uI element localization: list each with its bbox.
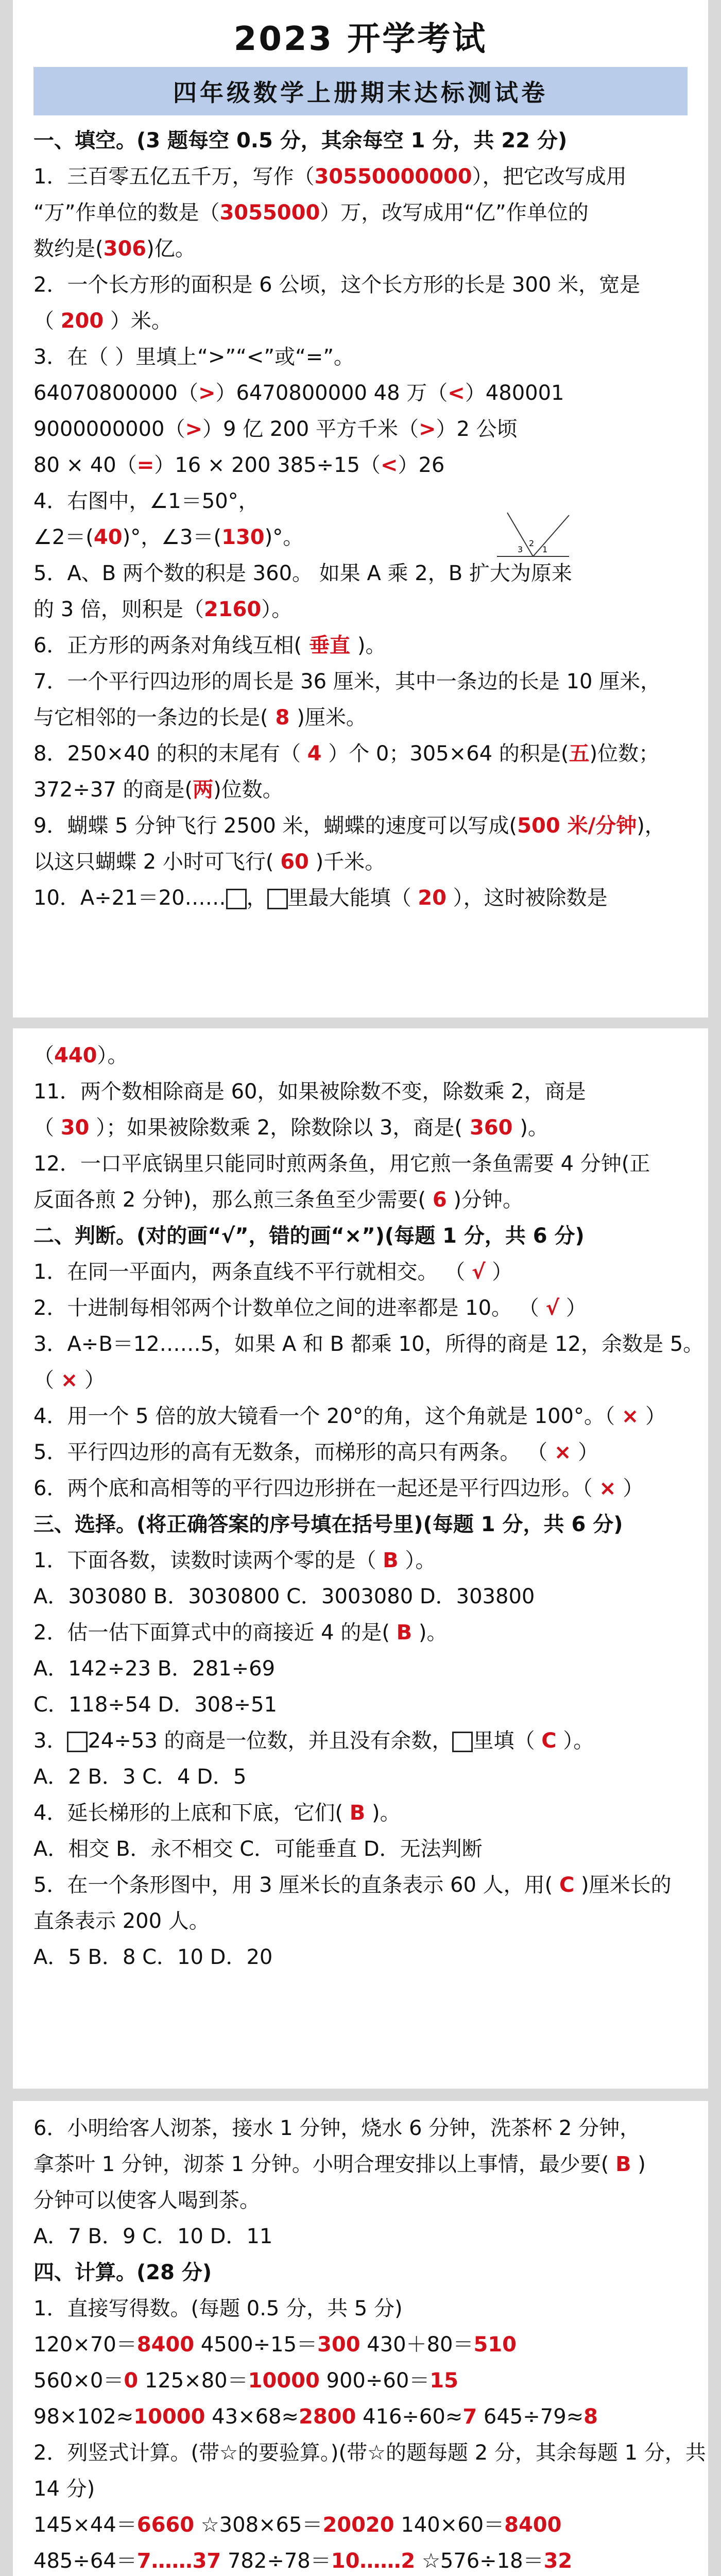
exam-sheet-1 bbox=[13, 0, 708, 1018]
answer-text: 360 bbox=[462, 1116, 520, 1140]
question-text: ）480001 bbox=[465, 381, 564, 405]
question-text: ），把它改写成用 bbox=[472, 165, 627, 189]
angle-label-1: 1 bbox=[542, 545, 548, 554]
blank-box-icon bbox=[67, 1732, 88, 1752]
text-line bbox=[33, 1218, 688, 1254]
text-line bbox=[33, 628, 688, 664]
answer-text: 32 bbox=[543, 2549, 573, 2573]
question-text: 4．延长梯形的上底和下底，它们( bbox=[33, 1801, 350, 1825]
answer-text: 6 bbox=[432, 1188, 447, 1212]
question-text: 430＋80＝ bbox=[360, 2333, 474, 2357]
question-text: 1．在同一平面内，两条直线不平行就相交。 （ bbox=[33, 1260, 472, 1284]
text-line bbox=[33, 1506, 688, 1543]
answer-text: 500 米/分钟 bbox=[517, 814, 637, 838]
question-text: 14 分) bbox=[33, 2477, 95, 2501]
question-text: ）。 bbox=[556, 1729, 594, 1753]
text-line bbox=[33, 555, 688, 591]
question-text: 4．右图中，∠1＝50°， bbox=[33, 489, 259, 513]
question-text: 120×70＝ bbox=[33, 2333, 137, 2357]
question-text: 9．蝴蝶 5 分钟飞行 2500 米，蝴蝶的速度可以写成( bbox=[33, 814, 518, 838]
question-text: ） bbox=[485, 1260, 513, 1284]
question-text: ）9 亿 200 平方千米（ bbox=[202, 417, 419, 441]
text-line bbox=[33, 1434, 688, 1470]
text-line bbox=[33, 1795, 688, 1831]
question-text: )。 bbox=[412, 1621, 448, 1645]
question-text: 416÷60≈ bbox=[356, 2405, 463, 2429]
text-line bbox=[33, 519, 688, 555]
question-text: “万”作单位的数是（ bbox=[33, 201, 220, 225]
text-line bbox=[33, 1615, 688, 1651]
question-text: 80 × 40（ bbox=[33, 453, 137, 477]
question-text: 分钟可以使客人喝到茶。 bbox=[33, 2189, 260, 2212]
question-text: ）；如果被除数乘 2，除数除以 3，商是( bbox=[89, 1116, 463, 1140]
answer-text: 15 bbox=[430, 2369, 458, 2393]
answer-text: 130 bbox=[221, 526, 265, 549]
text-line bbox=[33, 339, 688, 375]
text-line bbox=[33, 1182, 688, 1218]
question-text: )千米。 bbox=[308, 850, 386, 874]
section-heading: 四、计算。(28 分) bbox=[33, 2261, 212, 2284]
answer-text: 40 bbox=[93, 526, 123, 549]
question-text: ）万，改写成用“亿”作单位的 bbox=[320, 201, 589, 225]
section-heading: 三、选择。(将正确答案的序号填在括号里)(每题 1 分，共 6 分) bbox=[33, 1513, 623, 1536]
section-heading: 二、判断。(对的画“√”，错的画“×”)(每题 1 分，共 6 分) bbox=[33, 1224, 585, 1248]
question-text: 12．一口平底锅里只能同时煎两条鱼，用它煎一条鱼需要 4 分钟(正 bbox=[33, 1152, 650, 1176]
question-text: )厘米长的 bbox=[574, 1873, 672, 1897]
question-text: 43×68≈ bbox=[205, 2405, 299, 2429]
question-text: ）6470800000 48 万（ bbox=[215, 381, 448, 405]
answer-text: 440 bbox=[54, 1044, 97, 1067]
question-text: 里填（ bbox=[473, 1729, 542, 1753]
text-line bbox=[33, 1254, 688, 1290]
answer-text: 两 bbox=[193, 778, 214, 802]
question-text: ☆308×65＝ bbox=[194, 2513, 323, 2537]
question-text: ） bbox=[559, 1296, 587, 1320]
question-text: )°。 bbox=[264, 526, 304, 549]
question-text: 7．一个平行四边形的周长是 36 厘米，其中一条边的长是 10 厘米， bbox=[33, 670, 661, 693]
question-text: 5．平行四边形的高有无数条，而梯形的高只有两条。 （ bbox=[33, 1440, 554, 1464]
answer-text: 200 bbox=[60, 309, 104, 333]
answer-text: × bbox=[554, 1440, 572, 1464]
answer-text: 10000 bbox=[248, 2369, 320, 2393]
section-fill-in bbox=[33, 123, 688, 916]
question-text: A．7 B．9 C．10 D．11 bbox=[33, 2225, 273, 2248]
text-line bbox=[33, 2327, 688, 2363]
answer-text: 510 bbox=[473, 2333, 517, 2357]
question-text: ☆576÷18＝ bbox=[415, 2549, 544, 2573]
answer-text: 7 bbox=[462, 2405, 477, 2429]
text-line bbox=[33, 591, 688, 628]
text-line bbox=[33, 1290, 688, 1326]
question-text: ） bbox=[571, 1440, 599, 1464]
question-text: C．118÷54 D．308÷51 bbox=[33, 1693, 277, 1717]
question-text: 的 3 倍，则积是（ bbox=[33, 598, 204, 621]
question-text: 2．一个长方形的面积是 6 公顷，这个长方形的长是 300 米，宽是 bbox=[33, 273, 641, 297]
answer-text: B bbox=[396, 1621, 413, 1645]
answer-text: 306 bbox=[103, 237, 147, 261]
question-text: 6．两个底和高相等的平行四边形拼在一起还是平行四边形。（ bbox=[33, 1477, 599, 1500]
text-line bbox=[33, 1362, 688, 1398]
text-line bbox=[33, 2146, 688, 2182]
answer-text: 30550000000 bbox=[314, 165, 472, 189]
question-text: 1．直接写得数。(每题 0.5 分，共 5 分) bbox=[33, 2297, 403, 2320]
answer-text: × bbox=[60, 1368, 78, 1392]
question-text: 64070800000（ bbox=[33, 381, 198, 405]
question-text: ），这时被除数是 bbox=[446, 886, 608, 910]
answer-text: 10000 bbox=[133, 2405, 205, 2429]
question-text: ） bbox=[616, 1477, 644, 1500]
question-text: )°，∠3＝( bbox=[122, 526, 222, 549]
answer-text: × bbox=[621, 1404, 639, 1428]
question-text: 560×0＝ bbox=[33, 2369, 124, 2393]
text-line bbox=[33, 1939, 688, 1975]
question-text: 4．用一个 5 倍的放大镜看一个 20°的角，这个角就是 100°。（ bbox=[33, 1404, 622, 1428]
question-text: )位数。 bbox=[213, 778, 283, 802]
question-text: )。 bbox=[520, 1116, 549, 1140]
text-line bbox=[33, 772, 688, 808]
angle-label-3: 3 bbox=[518, 545, 523, 554]
text-line bbox=[33, 2218, 688, 2255]
text-line bbox=[33, 159, 688, 195]
question-text: 3．在（ ）里填上“>”“<”或“=”。 bbox=[33, 345, 355, 369]
answer-text: 60 bbox=[280, 850, 309, 874]
text-line bbox=[33, 2507, 688, 2543]
question-text: 以这只蝴蝶 2 小时可飞行( bbox=[33, 850, 281, 874]
question-text: ）。 bbox=[398, 1549, 436, 1572]
question-text: ）16 × 200 385÷15（ bbox=[154, 453, 381, 477]
question-text: ， bbox=[246, 886, 267, 910]
answer-text: 3055000 bbox=[219, 201, 320, 225]
question-text: A．2 B．3 C．4 D．5 bbox=[33, 1765, 247, 1789]
question-text: A．303080 B．3030800 C．3003080 D．303800 bbox=[33, 1585, 535, 1608]
text-line bbox=[33, 1903, 688, 1939]
answer-text: 8400 bbox=[136, 2333, 195, 2357]
question-text: 98×102≈ bbox=[33, 2405, 134, 2429]
text-line bbox=[33, 2110, 688, 2146]
answer-text: 4 bbox=[307, 742, 322, 766]
section-judge-choose bbox=[33, 1038, 704, 1975]
text-line bbox=[33, 1687, 688, 1723]
question-text: )分钟。 bbox=[447, 1188, 523, 1212]
question-text: 1．三百零五亿五千万，写作（ bbox=[33, 165, 315, 189]
question-text: 145×44＝ bbox=[33, 2513, 137, 2537]
text-line bbox=[33, 1579, 688, 1615]
text-line bbox=[33, 844, 688, 880]
question-text: 与它相邻的一条边的长是( bbox=[33, 706, 268, 730]
exam-sheet-2 bbox=[13, 1028, 708, 2089]
question-text: 里最大能填（ bbox=[287, 886, 418, 910]
question-text: 反面各煎 2 分钟)，那么煎三条鱼至少需要( bbox=[33, 1188, 433, 1212]
answer-text: 8 bbox=[583, 2405, 598, 2429]
text-line bbox=[33, 231, 688, 267]
answer-text: √ bbox=[545, 1296, 560, 1320]
question-text: （ bbox=[33, 1116, 61, 1140]
text-line bbox=[33, 1326, 704, 1362]
question-text: 140×60＝ bbox=[394, 2513, 505, 2537]
answer-text: > bbox=[185, 417, 203, 441]
question-text: ) bbox=[631, 2153, 646, 2176]
question-text: 3．A÷B＝12……5，如果 A 和 B 都乘 10，所得的商是 12，余数是 5。 bbox=[33, 1332, 704, 1356]
text-line bbox=[33, 303, 688, 339]
section-calc-draw bbox=[33, 2110, 706, 2576]
question-text: （ bbox=[33, 1368, 61, 1392]
question-text: 485÷64＝ bbox=[33, 2549, 137, 2573]
text-line bbox=[33, 447, 688, 483]
text-line bbox=[33, 880, 688, 916]
answer-text: B bbox=[349, 1801, 366, 1825]
text-line bbox=[33, 1470, 688, 1506]
question-text: )厘米。 bbox=[297, 706, 367, 730]
question-text: ）个 0；305×64 的积是( bbox=[321, 742, 569, 766]
answer-text: > bbox=[198, 381, 216, 405]
text-line bbox=[33, 2471, 688, 2507]
question-text: 900÷60＝ bbox=[319, 2369, 430, 2393]
text-line bbox=[33, 1867, 688, 1903]
answer-text: < bbox=[380, 453, 398, 477]
answer-text: 五 bbox=[569, 742, 590, 766]
question-text: （ bbox=[33, 1044, 54, 1067]
answer-text: 300 bbox=[317, 2333, 360, 2357]
answer-text: × bbox=[599, 1477, 616, 1500]
answer-text: 2800 bbox=[299, 2405, 356, 2429]
question-text: )， bbox=[637, 814, 665, 838]
answer-text: B bbox=[615, 2153, 631, 2176]
question-text: ） bbox=[639, 1404, 666, 1428]
text-line bbox=[33, 1759, 688, 1795]
answer-text: < bbox=[448, 381, 465, 405]
question-text: 5．A、B 两个数的积是 360。 如果 A 乘 2，B 扩大为原来 bbox=[33, 562, 572, 585]
text-line bbox=[33, 195, 688, 231]
text-line bbox=[33, 2543, 688, 2576]
question-text: 2．列竖式计算。(带☆的要验算。)(带☆的题每题 2 分，其余每题 1 分，共 bbox=[33, 2441, 706, 2465]
answer-text: 0 bbox=[124, 2369, 139, 2393]
angle-label-2: 2 bbox=[529, 538, 535, 548]
question-text: ）26 bbox=[398, 453, 445, 477]
answer-text: = bbox=[136, 453, 154, 477]
answer-text: 8400 bbox=[504, 2513, 562, 2537]
text-line bbox=[33, 2291, 688, 2327]
exam-subtitle: 四年级数学上册期末达标测试卷 bbox=[33, 67, 688, 115]
question-text: 645÷79≈ bbox=[477, 2405, 584, 2429]
question-text: 11．两个数相除商是 60，如果被除数不变，除数乘 2，商是 bbox=[33, 1080, 586, 1104]
answer-text: 20 bbox=[418, 886, 447, 910]
question-text: 2．十进制每相邻两个计数单位之间的进率都是 10。 （ bbox=[33, 1296, 546, 1320]
answer-text: 6660 bbox=[136, 2513, 195, 2537]
text-line bbox=[33, 1831, 688, 1867]
question-text: A．5 B．8 C．10 D．20 bbox=[33, 1945, 273, 1969]
question-text: 782÷78＝ bbox=[221, 2549, 331, 2573]
section-heading: 一、填空。(3 题每空 0.5 分，其余每空 1 分，共 22 分) bbox=[33, 129, 568, 152]
blank-box-icon bbox=[267, 889, 288, 909]
question-text: （ bbox=[33, 309, 61, 333]
question-text: ∠2＝( bbox=[33, 526, 94, 549]
answer-text: 7……37 bbox=[136, 2549, 221, 2573]
question-text: 372÷37 的商是( bbox=[33, 778, 193, 802]
angle-diagram bbox=[492, 505, 574, 567]
question-text: )亿。 bbox=[146, 237, 196, 261]
question-text: 2．估一估下面算式中的商接近 4 的是( bbox=[33, 1621, 397, 1645]
question-text: 8．250×40 的积的末尾有（ bbox=[33, 742, 307, 766]
text-line bbox=[33, 2182, 688, 2218]
text-line bbox=[33, 123, 688, 159]
answer-text: 20020 bbox=[322, 2513, 394, 2537]
question-text: 10．A÷21＝20…… bbox=[33, 886, 226, 910]
question-text: ）米。 bbox=[104, 309, 172, 333]
text-line bbox=[33, 1651, 688, 1687]
blank-box-icon bbox=[452, 1732, 473, 1752]
text-line bbox=[33, 736, 688, 772]
text-line bbox=[33, 1146, 688, 1182]
question-text: ）2 公顷 bbox=[436, 417, 518, 441]
question-text: 6．正方形的两条对角线互相( bbox=[33, 634, 302, 657]
text-line bbox=[33, 2399, 688, 2435]
question-text: 125×80＝ bbox=[138, 2369, 248, 2393]
text-line bbox=[33, 808, 688, 844]
text-line bbox=[33, 1543, 688, 1579]
text-line bbox=[33, 411, 688, 447]
question-text: 直条表示 200 人。 bbox=[33, 1909, 210, 1933]
question-text: 4500÷15＝ bbox=[194, 2333, 318, 2357]
text-line bbox=[33, 1038, 688, 1074]
answer-text: 30 bbox=[60, 1116, 90, 1140]
answer-text: √ bbox=[471, 1260, 486, 1284]
text-line bbox=[33, 375, 688, 411]
question-text: ）。 bbox=[261, 598, 293, 621]
answer-text: 10……2 bbox=[331, 2549, 416, 2573]
blank-box-icon bbox=[226, 889, 247, 909]
question-text: 拿茶叶 1 分钟，沏茶 1 分钟。小明合理安排以上事情，最少要( bbox=[33, 2153, 616, 2176]
answer-text: B bbox=[383, 1549, 399, 1572]
answer-text: > bbox=[418, 417, 436, 441]
exam-title: 2023 开学考试 bbox=[233, 20, 488, 58]
exam-sheet-3 bbox=[13, 2101, 708, 2576]
text-line bbox=[33, 700, 688, 736]
text-line bbox=[33, 1723, 688, 1759]
text-line bbox=[33, 2363, 688, 2399]
question-text: 9000000000（ bbox=[33, 417, 185, 441]
question-text: 数约是( bbox=[33, 237, 104, 261]
answer-text: 8 bbox=[268, 706, 297, 730]
answer-text: C bbox=[541, 1729, 557, 1753]
question-text: 5．在一个条形图中，用 3 厘米长的直条表示 60 人，用( bbox=[33, 1873, 559, 1897]
question-text: 1．下面各数，读数时读两个零的是（ bbox=[33, 1549, 383, 1572]
text-line bbox=[33, 664, 688, 700]
question-text: ） bbox=[78, 1368, 105, 1392]
text-line bbox=[33, 2435, 706, 2471]
question-text: )。 bbox=[357, 634, 386, 657]
answer-text: 2160 bbox=[203, 598, 262, 621]
question-text: )位数； bbox=[589, 742, 660, 766]
text-line bbox=[33, 2255, 688, 2291]
question-text: 6．小明给客人沏茶，接水 1 分钟，烧水 6 分钟，洗茶杯 2 分钟， bbox=[33, 2116, 641, 2140]
text-line bbox=[33, 1074, 688, 1110]
question-text: )。 bbox=[365, 1801, 401, 1825]
text-line bbox=[33, 1110, 688, 1146]
answer-text: 垂直 bbox=[302, 634, 357, 657]
answer-text: C bbox=[559, 1873, 575, 1897]
question-text: 24÷53 的商是一位数，并且没有余数， bbox=[88, 1729, 453, 1753]
text-line bbox=[33, 267, 688, 303]
question-text: 3． bbox=[33, 1729, 67, 1753]
question-text: A．142÷23 B．281÷69 bbox=[33, 1657, 276, 1681]
question-text: ）。 bbox=[97, 1044, 128, 1067]
question-text: A．相交 B．永不相交 C．可能垂直 D．无法判断 bbox=[33, 1837, 483, 1861]
text-line bbox=[33, 483, 688, 519]
text-line bbox=[33, 1398, 688, 1434]
